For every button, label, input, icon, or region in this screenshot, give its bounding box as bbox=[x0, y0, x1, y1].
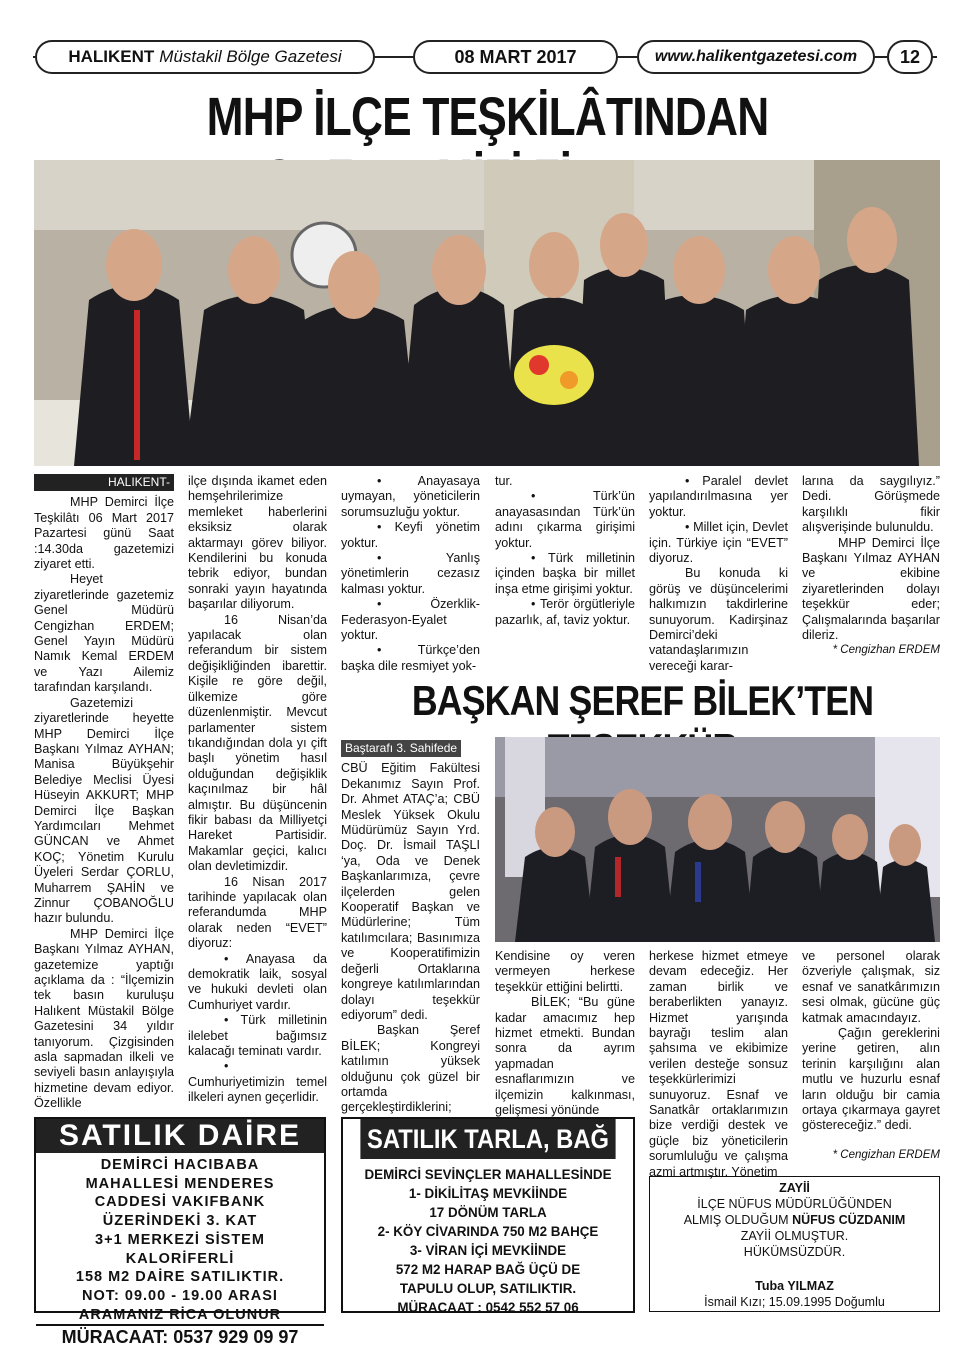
masthead: HALIKENT Müstakil Bölge Gazetesi bbox=[35, 40, 375, 74]
ad-line: KALORİFERLİ bbox=[125, 1250, 235, 1267]
paragraph: • Yanlış yönetimlerin cezasız kalması yoktur. bbox=[341, 551, 480, 596]
ad-line: DEMİRCİ HACIBABA bbox=[100, 1157, 260, 1173]
paragraph: Çağın gereklerini yerine getiren, alın terinin karşılığını alan mutlu ve huzurlu esnaf ların olduğu bir camia ortaya çıkarmaya gayret göstereceğiz.” dedi. bbox=[802, 1026, 940, 1133]
ad-line: 572 M2 HARAP BAĞ ÜÇÜ DE bbox=[395, 1262, 581, 1277]
ad-line: 2- KÖY CİVARINDA 750 M2 BAHÇE bbox=[377, 1224, 599, 1239]
ad-line: NOT: 09.00 - 19.00 ARASI bbox=[82, 1287, 278, 1304]
signature: * Cengizhan ERDEM bbox=[832, 1148, 940, 1161]
ad-line: 3- VİRAN İÇİ MEVKİİNDE bbox=[409, 1243, 567, 1258]
paragraph: MHP Demirci İlçe Başkanı Yılmaz AYHAN, gazetemize yaptığı açıklama da : “İlçemizin tek basın kuruluşu Halıkent Müstakil Bölge Gazetesini 34 yıldır tanıyorum. Çizgisinden asla sapmadan ilkeli ve seviyeli basın anlayışıyla hizmetine devam ediyor. Özellikle bbox=[34, 926, 174, 1111]
article1-col4 bbox=[495, 474, 635, 628]
paragraph: • Özerklik-Federasyon-Eyalet yoktur. bbox=[341, 597, 480, 643]
article2-col2 bbox=[495, 949, 635, 1118]
paragraph: MHP Demirci İlçe Teşkilâtı 06 Mart 2017 Pazartesi günü Saat :14.30da gazetemizi ziyaret etti. bbox=[34, 495, 174, 572]
paragraph: Heyet ziyaretlerinde gazetemiz Genel Müdürü Cengizhan ERDEM; Genel Yayın Müdürü Namık Kemal ERDEM ve Yazı Ailemiz tarafından karşılandı. bbox=[34, 572, 174, 695]
ad-line: TAPULU OLUP, SATILIKTIR. bbox=[399, 1281, 577, 1296]
article2-col4 bbox=[802, 949, 940, 1163]
ad-land-sale bbox=[341, 1117, 635, 1313]
article2-col3 bbox=[649, 949, 788, 1180]
ad-line: 17 DÖNÜM TARLA bbox=[429, 1205, 547, 1220]
page-number: 12 bbox=[887, 40, 933, 74]
paragraph: • Keyfi yönetim yoktur. bbox=[341, 520, 480, 550]
paragraph: • Türk milletinin ilelebet bağımsız kalacağı teminatı vardır. bbox=[188, 1013, 327, 1059]
paragraph: • Millet için, Devlet için. Türkiye için “EVET” diyoruz. bbox=[649, 520, 788, 566]
paragraph: • Türkçe’den başka dile resmiyet yok- bbox=[341, 643, 480, 673]
paragraph: Bu konuda ki görüş ve düşüncelerimi halkımızın takdirlerine sunuyorum. Kadirşinaz Demirci’deki vatandaşlarımızın vereceği karar- bbox=[649, 566, 788, 673]
paragraph: • Anayasa da demokratik laik, sosyal ve hukuki devleti olan Cumhuriyet vardır. bbox=[188, 951, 327, 1012]
notice-title: ZAYİİ bbox=[779, 1181, 810, 1195]
paragraph: MHP Demirci İlçe Başkanı Yılmaz AYHAN ve ekibine ziyaretlerinden dolayı teşekkür eder; Çalışmalarında başarılar dileriz. bbox=[802, 535, 940, 643]
paragraph: CBÜ Eğitim Fakültesi Dekanımız Sayın Prof. Dr. Ahmet ATAÇ’a; CBÜ Meslek Yüksek Okulu Müdürümüz Sayın Yrd. Doç. Dr. İsmail TAŞLI ‘ya, Oda ve Denek Başkanlarımıza, çevre ilçelerden gelen Kooperatif Başkan ve Müdürlerine; Tüm katılımcılara; Basınımıza ve Kooperatifimizin değerli Ortaklarına kongreye katılımlarından dolayı teşekkür ediyorum” dedi. bbox=[341, 761, 480, 1022]
article1-col5 bbox=[649, 474, 788, 674]
paragraph: • Türk milletinin içinden başka bir millet inşa etme girişimi yoktur. bbox=[495, 551, 635, 596]
ad-apartment-sale bbox=[34, 1117, 326, 1348]
paragraph: larına da saygılıyız.” Dedi. Görüşmede karşılıklı fikir alışverişinde bulunuldu. bbox=[802, 474, 940, 535]
paragraph: • Türk’ün anayasasından Türk’ün adını çıkarma girişimi yoktur. bbox=[495, 489, 635, 550]
ad-line: ARAMANIZ RİCA OLUNUR bbox=[78, 1306, 282, 1323]
ad-line: MAHALLESİ MENDERES bbox=[85, 1175, 275, 1192]
ad-line: 1- DİKİLİTAŞ MEVKİİNDE bbox=[408, 1186, 568, 1201]
notice-detail: İsmail Kızı; 15.09.1995 Doğumlu bbox=[704, 1295, 885, 1309]
paragraph: Gazetemizi ziyaretlerinde heyette MHP Demirci İlçe Başkanı Yılmaz AYHAN; Manisa Büyükşehir Belediye Meclisi Üyesi Hüseyin AKKURT; MHP Demirci İlçe Başkan Yardımcıları Mehmet GÜNCAN ve Ahmet KOÇ; Yönetim Kurulu Üyeleri Serdar ÇORLU, Muharrem ŞAHİN ve Zinnur ÇOBANOĞLU hazır bulundu. bbox=[34, 695, 174, 926]
paragraph: 16 Nisan 2017 tarihinde yapılacak olan referandumda MHP olarak neden “EVET” diyoruz: bbox=[188, 874, 327, 951]
ad-title: SATILIK TARLA, BAĞ bbox=[360, 1119, 615, 1159]
paragraph: • Paralel devlet yapılandırılmasına yer yoktur. bbox=[649, 474, 788, 519]
notice-line: İLÇE NÜFUS MÜDÜRLÜĞÜNDEN bbox=[697, 1197, 892, 1211]
notice-name: Tuba YILMAZ bbox=[755, 1279, 834, 1293]
lost-id-notice bbox=[649, 1176, 940, 1312]
article1-col6 bbox=[802, 474, 940, 659]
notice-line: ZAYİİ OLMUŞTUR. bbox=[740, 1229, 849, 1243]
group-photo bbox=[34, 160, 940, 466]
article1-col3 bbox=[341, 474, 480, 674]
paragraph: Kendisine oy veren vermeyen herkese teşekkür ettiğini belirtti. bbox=[495, 949, 635, 994]
paragraph: • Anayasaya uymayan, yöneticilerin sorumsuzluğu yoktur. bbox=[341, 474, 480, 519]
notice-line: ALMIŞ OLDUĞUM NÜFUS CÜZDANIM bbox=[683, 1213, 906, 1227]
paragraph: • Cumhuriyetimizin temel ilkeleri aynen geçerlidir. bbox=[188, 1059, 327, 1105]
article1-headline: MHP İLÇE TEŞKİLÂTINDAN bbox=[206, 87, 769, 147]
article1-col2 bbox=[188, 474, 327, 1106]
ad-contact: MÜRACAAT: 0537 929 09 97 bbox=[36, 1324, 324, 1348]
ad-line: MÜRACAAT : 0542 552 57 06 bbox=[397, 1300, 579, 1315]
website-link[interactable]: www.halikentgazetesi.com bbox=[637, 40, 875, 74]
signature: * Cengizhan ERDEM bbox=[832, 644, 940, 657]
paragraph: ve personel olarak özveriyle çalışmak, siz esnaf ve sanatkârımızın sesi olmak, gücüne güç katmak amacındayız. bbox=[802, 949, 940, 1025]
paragraph: ilçe dışında ikamet eden hemşehrilerimize memleket haberlerini eksiksiz olarak aktarmayı görev biliyor. Kendilerini bu konuda tebrik ediyor, bundan sonraki yayın hayatında başarılar diliyorum. bbox=[188, 474, 327, 612]
article2-col1 bbox=[341, 740, 480, 1116]
paragraph: Başkan Şeref BİLEK; Kongreyi katılımın yüksek olduğunu çok güzel bir ortamda gerçekleştirdiklerini; bbox=[341, 1023, 480, 1115]
ad-title: SATILIK DAİRE bbox=[36, 1119, 324, 1153]
paragraph: BİLEK; “Bu güne kadar amacımız hep hizmet etmekti. Bundan sonra da ayrım yapmadan esnaflarımızın ve ilçemizin kalkınması, gelişmesi yönünde bbox=[495, 995, 635, 1118]
ad-line: DEMİRCİ SEVİNÇLER MAHALLESİNDE bbox=[364, 1167, 612, 1182]
location-tag: HALIKENT- bbox=[34, 474, 174, 491]
ad-line: 158 M2 DAİRE SATILIKTIR. bbox=[75, 1269, 285, 1286]
notice-line: HÜKÜMSÜZDÜR. bbox=[743, 1245, 846, 1259]
ad-line: 3+1 MERKEZİ SİSTEM bbox=[95, 1231, 265, 1248]
continued-tag: Baştarafı 3. Sahifede bbox=[341, 740, 461, 757]
article2-headline: BAŞKAN ŞEREF BİLEK’TEN bbox=[411, 677, 874, 724]
paragraph: tur. bbox=[495, 474, 513, 488]
ad-line: ÜZERİNDEKİ 3. KAT bbox=[102, 1213, 258, 1230]
paragraph: • Terör örgütleriyle pazarlık, af, taviz yoktur. bbox=[495, 597, 635, 627]
article1-col1 bbox=[34, 474, 174, 1112]
issue-date: 08 MART 2017 bbox=[413, 40, 618, 74]
paragraph: 16 Nisan’da yapılacak olan referandum bir sistem değişikliğinden ibarettir. Kişile re göre değil, ülkemize göre düzenlenmiştir. Mevcut parlamenter sistem tıkandığından dola yı çift başlı yönetim hasıl olduğundan değişiklik kaçınılmaz bir hâl almıştır. Bu düşüncenin fikir babası da Milliyetçi Hareket Partisidir. Makamlar geçici, kalıcı olan devletimizdir. bbox=[188, 612, 327, 874]
paragraph: herkese hizmet etmeye devam edeceğiz. Her zaman birlik ve beraberlikten yanayız. Hizmet yarışında bayrağı teslim alan şahsıma ve ekibimize verilen desteğe sonsuz teşekkürlerimizi sunuyoruz. Esnaf ve Sanatkâr ortaklarımızın bize verdiği destek ve güçle biz yöneticilerin sorumluluğu ve çalışma azmi artmıştır. Yönetim bbox=[649, 949, 788, 1179]
congress-photo bbox=[495, 737, 940, 942]
ad-line: CADDESİ VAKIFBANK bbox=[94, 1194, 266, 1211]
